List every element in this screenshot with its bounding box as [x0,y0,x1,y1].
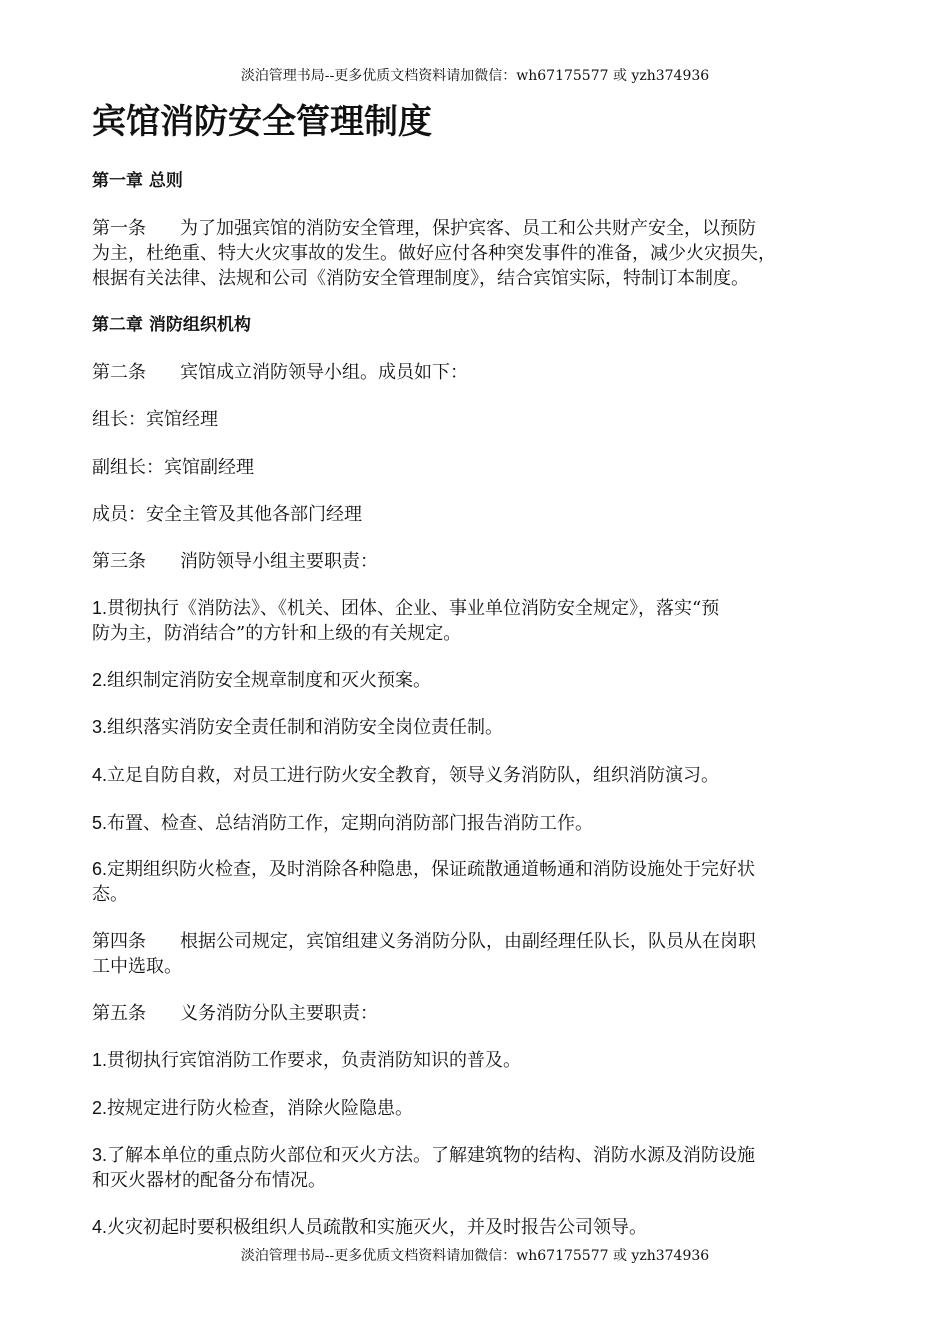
article5-label: 第五条 [92,1003,146,1024]
duty5-item-4: 4.火灾初起时要积极组织人员疏散和实施灭火，并及时报告公司领导。 [92,1217,648,1238]
article4-paragraph: 第四条 根据公司规定，宾馆组建义务消防分队，由副经理任队长，队员从在岗职 工中选取。 [92,931,756,977]
chapter2-heading: 第二章 消防组织机构 [92,315,251,335]
duty3-item-2: 2.组织制定消防安全规章制度和灭火预案。 [92,670,432,691]
chapter1-heading: 第一章 总则 [92,171,183,191]
article4-label: 第四条 [92,931,146,952]
members-line: 成员：安全主管及其他各部门经理 [92,504,362,525]
duty5-item-3: 3.了解本单位的重点防火部位和灭火方法。了解建筑物的结构、消防水源及消防设施 和灭火器材的配备分布情况。 [92,1145,756,1191]
article1-line-2: 为主，杜绝重、特大火灾事故的发生。做好应付各种突发事件的准备，减少火灾损失， [92,243,776,264]
article3-paragraph: 第三条 消防领导小组主要职责： [92,551,378,572]
page-footer: 淡泊管理书局--更多优质文档资料请加微信：wh67175577 或 yzh374936 [240,1248,710,1264]
duty3-item-4: 4.立足自防自救，对员工进行防火安全教育，领导义务消防队，组织消防演习。 [92,765,720,786]
article1-line-1: 第一条 为了加强宾馆的消防安全管理，保护宾客、员工和公共财产安全，以预防 [92,218,756,239]
article2-label: 第二条 [92,362,146,383]
duty5-item-2: 2.按规定进行防火检查，消除火险隐患。 [92,1098,414,1119]
duty3-item-3: 3.组织落实消防安全责任制和消防安全岗位责任制。 [92,717,504,738]
article1-line-3: 根据有关法律、法规和公司《消防安全管理制度》，结合宾馆实际，特制订本制度。 [92,268,749,289]
article1-label: 第一条 [92,218,146,239]
duty3-item-5: 5.布置、检查、总结消防工作，定期向消防部门报告消防工作。 [92,813,594,834]
duty3-item-1: 1.贯彻执行《消防法》、《机关、团体、企业、事业单位消防安全规定》，落实“预 防为主，防消结合”的方针和上级的有关规定。 [92,598,720,644]
page-title: 宾馆消防安全管理制度 [92,102,432,142]
duty5-item-1: 1.贯彻执行宾馆消防工作要求，负责消防知识的普及。 [92,1050,522,1071]
leader-line: 组长：宾馆经理 [92,409,218,430]
article3-label: 第三条 [92,551,146,572]
article2-paragraph: 第二条 宾馆成立消防领导小组。成员如下： [92,362,468,383]
deputy-line: 副组长：宾馆副经理 [92,457,254,478]
duty3-item-6: 6.定期组织防火检查，及时消除各种隐患，保证疏散通道畅通和消防设施处于完好状 态。 [92,859,756,905]
article5-paragraph: 第五条 义务消防分队主要职责： [92,1003,378,1024]
page-header: 淡泊管理书局--更多优质文档资料请加微信：wh67175577 或 yzh374936 [240,68,710,84]
article1-paragraph [92,216,862,291]
